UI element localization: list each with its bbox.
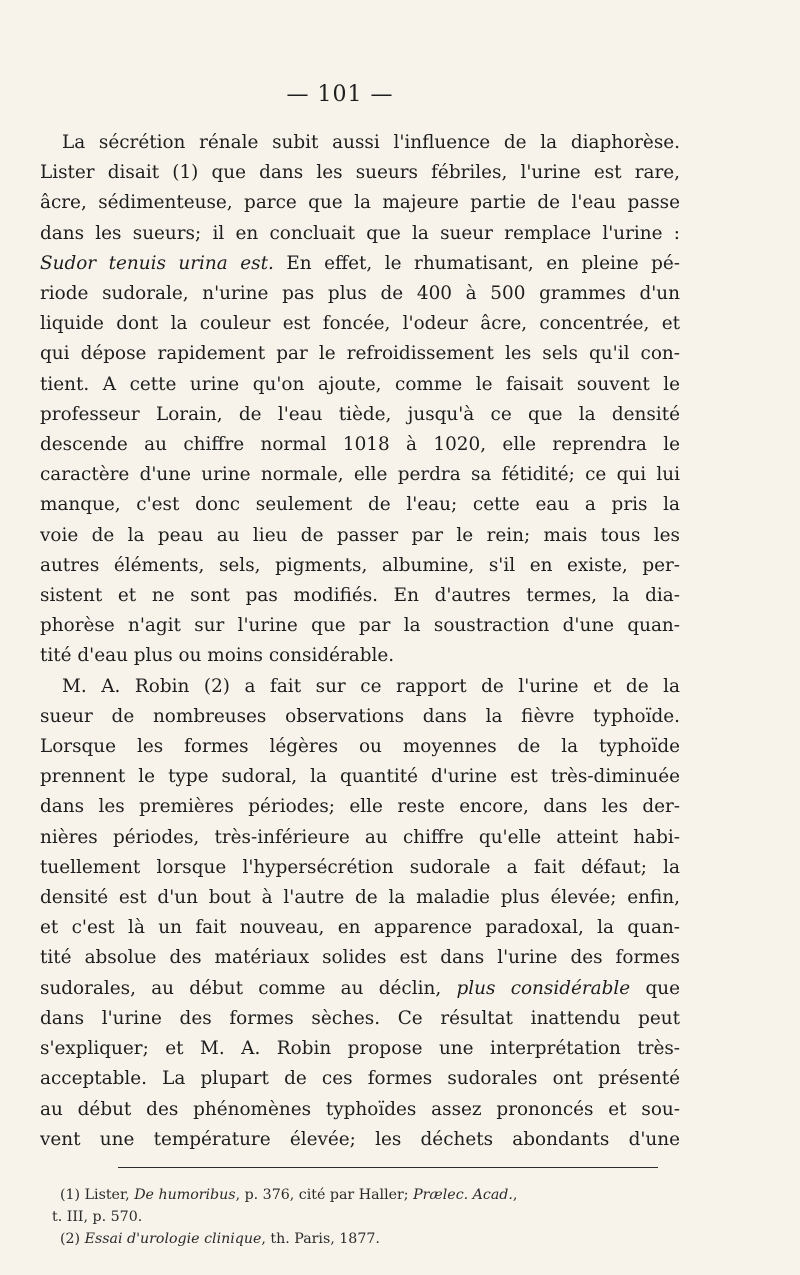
emphasis-text: plus considérable bbox=[456, 977, 631, 999]
text-line: phorèse n'agit sur l'urine que par la soustraction d'une quan- bbox=[40, 615, 680, 637]
text-line: prennent le type sudoral, la quantité d'urine est très-diminuée bbox=[40, 766, 680, 788]
text-fragment: En effet, le rhumatisant, en pleine pé- bbox=[273, 252, 680, 274]
text-line: tient. A cette urine qu'on ajoute, comme le faisait souvent le bbox=[40, 373, 680, 395]
text-line: vent une température élevée; les déchets abondants d'une bbox=[40, 1128, 680, 1150]
footnote-1 bbox=[60, 1184, 700, 1206]
text-line: M. A. Robin (2) a fait sur ce rapport de l'urine et de la bbox=[62, 675, 680, 697]
text-line: descende au chiffre normal 1018 à 1020, elle reprendra le bbox=[40, 434, 680, 456]
footnote-text: , p. 376, cité par Haller; bbox=[235, 1187, 414, 1203]
text-line: tité absolue des matériaux solides est dans l'urine des formes bbox=[40, 947, 680, 969]
footnote-text: (2) bbox=[60, 1231, 85, 1247]
footnote-text: (1) Lister, bbox=[60, 1187, 135, 1203]
footnote-title: Essai d'urologie clinique bbox=[84, 1231, 262, 1247]
text-line: dans les premières périodes; elle reste encore, dans les der- bbox=[40, 796, 680, 818]
text-line: dans l'urine des formes sèches. Ce résultat inattendu peut bbox=[40, 1007, 680, 1029]
text-line: caractère d'une urine normale, elle perdra sa fétidité; ce qui lui bbox=[40, 464, 680, 486]
text-line: qui dépose rapidement par le refroidissement les sels qu'il con- bbox=[40, 343, 680, 365]
text-line: dans les sueurs; il en concluait que la sueur remplace l'urine : bbox=[40, 222, 680, 244]
footnote-1-continued: t. III, p. 570. bbox=[52, 1209, 143, 1225]
footnote-title: Prælec. Acad. bbox=[413, 1187, 513, 1203]
text-line: professeur Lorain, de l'eau tiède, jusqu'à ce que la densité bbox=[40, 403, 680, 425]
footnote-text: , th. Paris, 1877. bbox=[261, 1231, 380, 1247]
text-line: Lister disait (1) que dans les sueurs fébriles, l'urine est rare, bbox=[40, 162, 680, 184]
text-line: tité d'eau plus ou moins considérable. bbox=[40, 645, 395, 667]
text-line: voie de la peau au lieu de passer par le rein; mais tous les bbox=[40, 524, 680, 546]
text-line: nières périodes, très-inférieure au chiffre qu'elle atteint habi- bbox=[40, 826, 680, 848]
latin-quote: Sudor tenuis urina est. bbox=[40, 252, 274, 274]
text-line: liquide dont la couleur est foncée, l'odeur âcre, concentrée, et bbox=[40, 313, 680, 335]
footnote-title: De humoribus bbox=[134, 1187, 236, 1203]
text-line bbox=[40, 249, 680, 279]
text-fragment: que bbox=[630, 977, 680, 999]
footnotes bbox=[52, 1184, 700, 1250]
text-line: s'expliquer; et M. A. Robin propose une interprétation très- bbox=[40, 1038, 680, 1060]
text-line: La sécrétion rénale subit aussi l'influence de la diaphorèse. bbox=[62, 132, 680, 153]
text-line: acceptable. La plupart de ces formes sudorales ont présenté bbox=[40, 1068, 680, 1090]
text-line: et c'est là un fait nouveau, en apparence paradoxal, la quan- bbox=[40, 917, 680, 939]
footnote-text: , bbox=[512, 1187, 518, 1203]
body-text bbox=[40, 128, 680, 1155]
text-line: au début des phénomènes typhoïdes assez prononcés et sou- bbox=[40, 1098, 680, 1120]
text-line bbox=[40, 974, 680, 1004]
text-line: riode sudorale, n'urine pas plus de 400 à 500 grammes d'un bbox=[40, 283, 680, 305]
text-line: âcre, sédimenteuse, parce que la majeure partie de l'eau passe bbox=[40, 192, 680, 214]
footnote-2 bbox=[60, 1228, 700, 1250]
text-line: densité est d'un bout à l'autre de la maladie plus élevée; enfin, bbox=[40, 887, 680, 909]
text-fragment: sudorales, au début comme au déclin, bbox=[40, 977, 457, 999]
footnote-divider bbox=[118, 1167, 658, 1168]
page-number: — 101 — bbox=[286, 82, 394, 107]
text-line: autres éléments, sels, pigments, albumine, s'il en existe, per- bbox=[40, 554, 680, 576]
text-line: Lorsque les formes légères ou moyennes de la typhoïde bbox=[40, 736, 680, 758]
text-line: sueur de nombreuses observations dans la fièvre typhoïde. bbox=[40, 705, 680, 727]
text-line: manque, c'est donc seulement de l'eau; cette eau a pris la bbox=[40, 494, 680, 516]
text-line: tuellement lorsque l'hypersécrétion sudorale a fait défaut; la bbox=[40, 856, 680, 878]
text-line: sistent et ne sont pas modifiés. En d'autres termes, la dia- bbox=[40, 585, 680, 607]
